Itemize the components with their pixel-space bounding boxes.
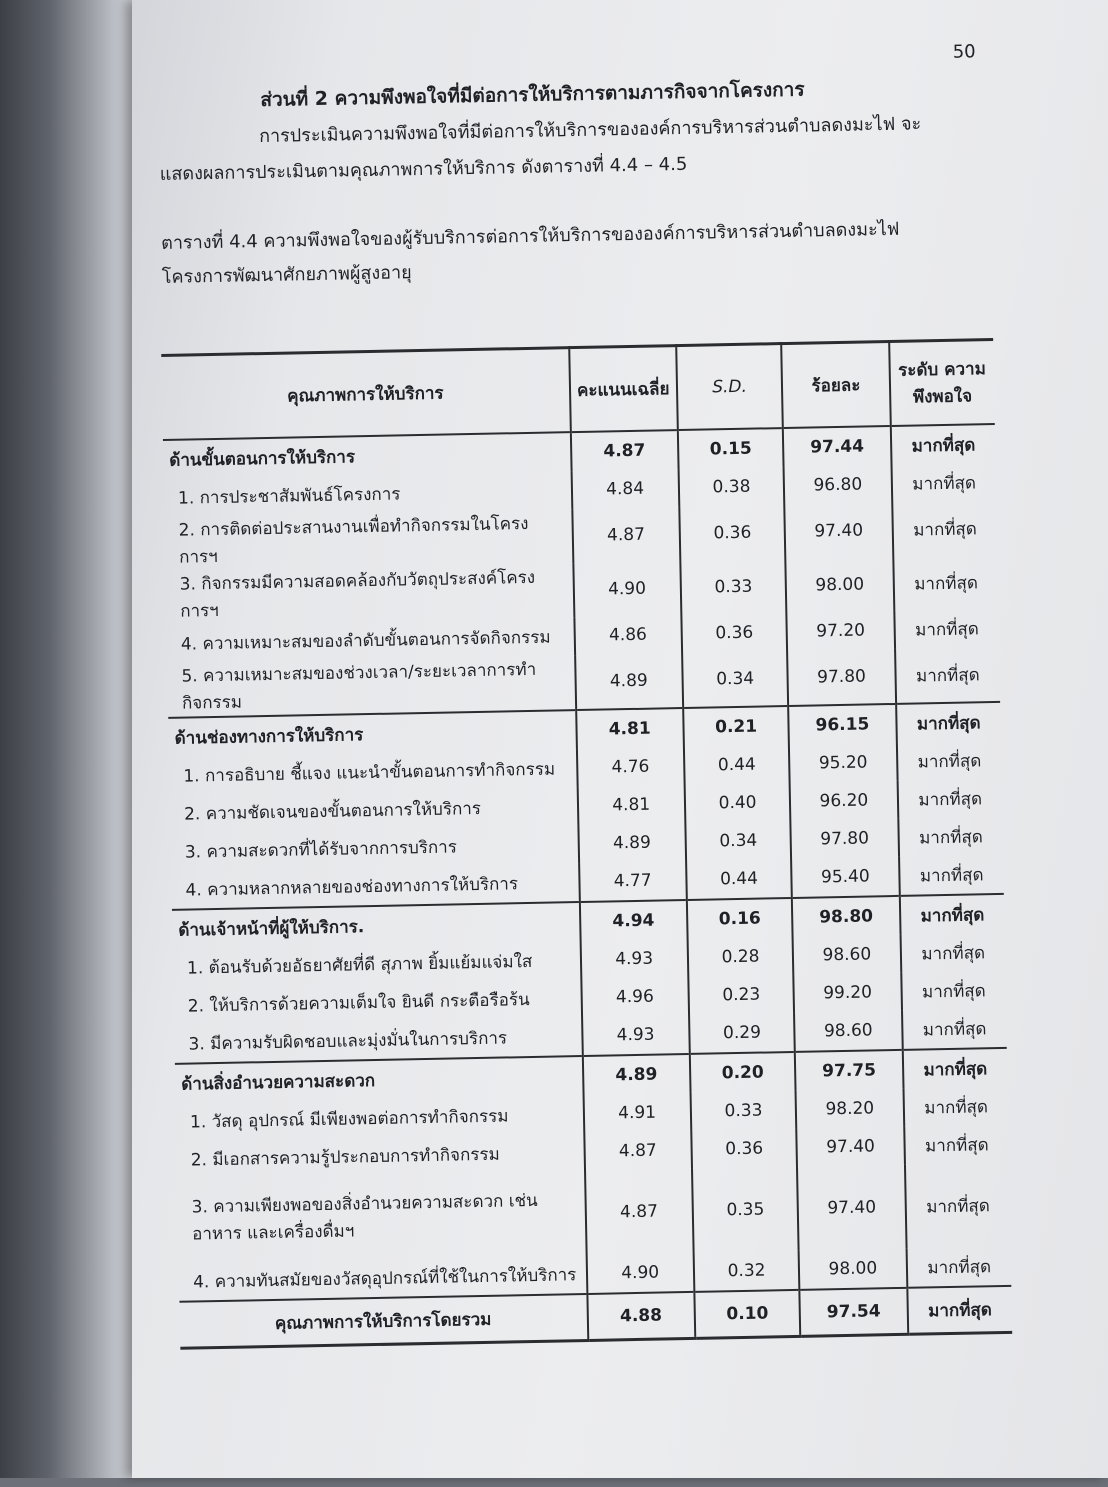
row-percent: 98.60 xyxy=(793,935,901,975)
section-heading: ส่วนที่ 2 ความพึงพอใจที่มีต่อการให้บริการตามภารกิจจากโครงการ xyxy=(260,78,805,112)
row-sd: 0.34 xyxy=(685,821,791,861)
row-mean: 4.84 xyxy=(571,469,679,509)
row-level: มากที่สุด xyxy=(896,702,1001,743)
row-sd: 0.21 xyxy=(683,706,789,747)
intro-paragraph xyxy=(159,105,990,193)
row-level: มากที่สุด xyxy=(911,434,976,457)
row-percent: 97.80 xyxy=(791,819,899,859)
row-label: 4. ความหลากหลายของช่องทางการให้บริการ xyxy=(171,863,579,910)
overall-label: คุณภาพการให้บริการโดยรวม xyxy=(179,1294,587,1348)
row-label: 3. กิจกรรมมีความสอดคล้องกับวัตถุประสงค์โครงการฯ xyxy=(165,563,573,625)
row-percent: 98.80 xyxy=(792,896,900,937)
row-level: มากที่สุด xyxy=(926,1195,991,1217)
row-sd: 0.20 xyxy=(690,1052,796,1093)
row-mean: 4.93 xyxy=(580,939,688,979)
row-sd: 0.28 xyxy=(687,937,793,977)
row-sd: 0.44 xyxy=(686,859,792,900)
row-sd: 0.32 xyxy=(693,1251,799,1292)
row-mean: 4.89 xyxy=(582,1054,690,1095)
row-label: 2. ความชัดเจนของขั้นตอนการให้บริการ xyxy=(170,787,578,833)
satisfaction-table xyxy=(161,338,1012,1350)
row-sd: 0.36 xyxy=(691,1129,797,1169)
row-level: มากที่สุด xyxy=(912,472,977,495)
header-level: ระดับ ความพึงพอใจ xyxy=(897,359,987,408)
row-mean: 4.87 xyxy=(572,507,680,563)
row-mean: 4.94 xyxy=(579,900,687,941)
row-level: มากที่สุด xyxy=(914,572,979,595)
row-mean: 4.77 xyxy=(579,861,687,902)
row-label: 1. การอธิบาย ชี้แจง แนะนำขั้นตอนการทำกิจกรรม xyxy=(169,749,577,795)
page-number: 50 xyxy=(952,41,976,63)
row-level: มากที่สุด xyxy=(924,1096,989,1118)
row-label: ด้านช่องทางการให้บริการ xyxy=(168,710,576,757)
row-percent: 98.00 xyxy=(799,1249,907,1290)
row-percent: 97.20 xyxy=(787,611,895,651)
row-label: 1. การประชาสัมพันธ์โครงการ xyxy=(164,471,572,517)
row-percent: 97.40 xyxy=(797,1127,905,1167)
row-level: มากที่สุด xyxy=(927,1256,992,1278)
row-mean: 4.96 xyxy=(581,977,689,1017)
row-percent: 98.20 xyxy=(796,1089,904,1129)
row-level: มากที่สุด xyxy=(914,618,979,641)
row-label: 4. ความเหมาะสมของลำดับขั้นตอนการจัดกิจกรรม xyxy=(166,617,574,663)
row-level: มากที่สุด xyxy=(913,518,978,541)
table-caption-line-2: โครงการพัฒนาศักยภาพผู้สูงอายุ xyxy=(161,262,412,288)
row-percent: 97.40 xyxy=(785,503,893,559)
table-row xyxy=(177,1163,1010,1263)
row-mean: 4.87 xyxy=(584,1131,692,1171)
row-mean: 4.86 xyxy=(574,615,682,655)
row-percent: 97.44 xyxy=(783,426,891,467)
row-percent: 96.20 xyxy=(790,781,898,821)
row-sd: 0.33 xyxy=(680,559,786,615)
intro-paragraph-line-2: แสดงผลการประเมินตามคุณภาพการให้บริการ ดังตารางที่ 4.4 – 4.5 xyxy=(159,153,688,185)
row-percent: 97.80 xyxy=(787,649,895,706)
row-mean: 4.89 xyxy=(578,823,686,863)
row-sd: 0.38 xyxy=(678,467,784,507)
row-sd: 0.23 xyxy=(688,975,794,1015)
row-sd: 0.16 xyxy=(687,898,793,939)
overall-level: มากที่สุด xyxy=(907,1286,1012,1334)
row-sd: 0.35 xyxy=(692,1167,799,1253)
row-level: มากที่สุด xyxy=(899,894,1004,935)
header-sd: S.D. xyxy=(676,344,783,431)
row-sd: 0.15 xyxy=(678,428,784,469)
overall-percent: 97.54 xyxy=(800,1288,908,1337)
row-label: 2. ให้บริการด้วยความเต็มใจ ยินดี กระตือรือร้น xyxy=(173,979,581,1025)
header-percent: ร้อยละ xyxy=(782,342,891,429)
row-level: มากที่สุด xyxy=(924,1134,989,1156)
row-mean: 4.90 xyxy=(573,561,681,617)
row-label: 2. การติดต่อประสานงานเพื่อทำกิจกรรมในโครงการฯ xyxy=(164,509,572,571)
row-sd: 0.29 xyxy=(689,1013,795,1054)
row-sd: 0.36 xyxy=(679,505,785,561)
row-mean: 4.93 xyxy=(582,1015,690,1056)
row-mean: 4.76 xyxy=(576,747,684,787)
row-percent: 95.40 xyxy=(791,857,899,898)
row-mean: 4.90 xyxy=(586,1253,694,1294)
row-level: มากที่สุด xyxy=(902,1048,1007,1089)
row-label: 2. มีเอกสารความรู้ประกอบการทำกิจกรรม xyxy=(176,1133,584,1179)
row-label: 1. วัสดุ อุปกรณ์ มีเพียงพอต่อการทำกิจกรรม xyxy=(176,1095,584,1141)
row-label: 3. ความสะดวกที่ได้รับจากการบริการ xyxy=(170,825,578,871)
row-level: มากที่สุด xyxy=(918,826,983,849)
row-sd: 0.40 xyxy=(685,783,791,823)
row-mean: 4.87 xyxy=(570,430,678,471)
row-label: 4. ความทันสมัยของวัสดุอุปกรณ์ที่ใช้ในการให้บริการ xyxy=(179,1255,587,1302)
row-percent: 99.20 xyxy=(794,973,902,1013)
header-mean: คะแนนเฉลี่ย xyxy=(569,346,678,433)
row-percent: 96.80 xyxy=(784,465,892,505)
row-level: มากที่สุด xyxy=(919,864,984,887)
book-spine-shadow xyxy=(0,0,140,1478)
overall-mean: 4.88 xyxy=(587,1292,695,1341)
row-level: มากที่สุด xyxy=(918,788,983,811)
row-label: 3. มีความรับผิดชอบและมุ่งมั่นในการบริการ xyxy=(174,1017,582,1064)
row-level: มากที่สุด xyxy=(917,750,982,773)
header-quality: คุณภาพการให้บริการ xyxy=(161,348,570,440)
row-label: ด้านขั้นตอนการให้บริการ xyxy=(163,432,571,479)
row-level: มากที่สุด xyxy=(922,1018,987,1040)
row-level: มากที่สุด xyxy=(915,664,980,687)
row-percent: 98.00 xyxy=(786,557,894,613)
table-caption xyxy=(161,211,992,295)
overall-sd: 0.10 xyxy=(694,1290,800,1339)
row-mean: 4.81 xyxy=(576,708,684,749)
row-label: 5. ความเหมาะสมของช่วงเวลา/ระยะเวลาการทำกิจกรรม xyxy=(167,655,575,718)
row-sd: 0.36 xyxy=(681,613,787,653)
row-label: 3. ความเพียงพอของสิ่งอำนวยความสะดวก เช่น อาหาร และเครื่องดื่มฯ xyxy=(177,1171,586,1263)
row-percent: 97.75 xyxy=(795,1050,903,1091)
row-level: มากที่สุด xyxy=(921,942,986,964)
row-label: ด้านเจ้าหน้าที่ผู้ให้บริการ. xyxy=(172,902,580,949)
row-level: มากที่สุด xyxy=(921,980,986,1002)
row-mean: 4.91 xyxy=(583,1093,691,1133)
table-caption-line-1: ตารางที่ 4.4 ความพึงพอใจของผู้รับบริการต่อการให้บริการขององค์การบริหารส่วนตำบลดงมะไฟ xyxy=(160,218,900,254)
row-percent: 97.40 xyxy=(797,1165,906,1251)
row-sd: 0.33 xyxy=(690,1091,796,1131)
row-mean: 4.89 xyxy=(575,653,683,710)
row-sd: 0.34 xyxy=(682,651,789,708)
row-label: ด้านสิ่งอำนวยความสะดวก xyxy=(175,1056,583,1103)
row-percent: 96.15 xyxy=(788,704,896,745)
row-percent: 95.20 xyxy=(789,743,897,783)
row-label: 1. ต้อนรับด้วยอัธยาศัยที่ดี สุภาพ ยิ้มแย้มแจ่มใส xyxy=(173,941,581,987)
row-mean: 4.87 xyxy=(585,1169,694,1255)
page-content xyxy=(119,0,1108,1487)
table-header-row xyxy=(161,340,994,440)
row-sd: 0.44 xyxy=(684,745,790,785)
intro-paragraph-line-1: การประเมินความพึงพอใจที่มีต่อการให้บริการขององค์การบริหารส่วนตำบลดงมะไฟ จะ xyxy=(258,113,922,148)
row-mean: 4.81 xyxy=(577,785,685,825)
row-percent: 98.60 xyxy=(794,1011,902,1052)
